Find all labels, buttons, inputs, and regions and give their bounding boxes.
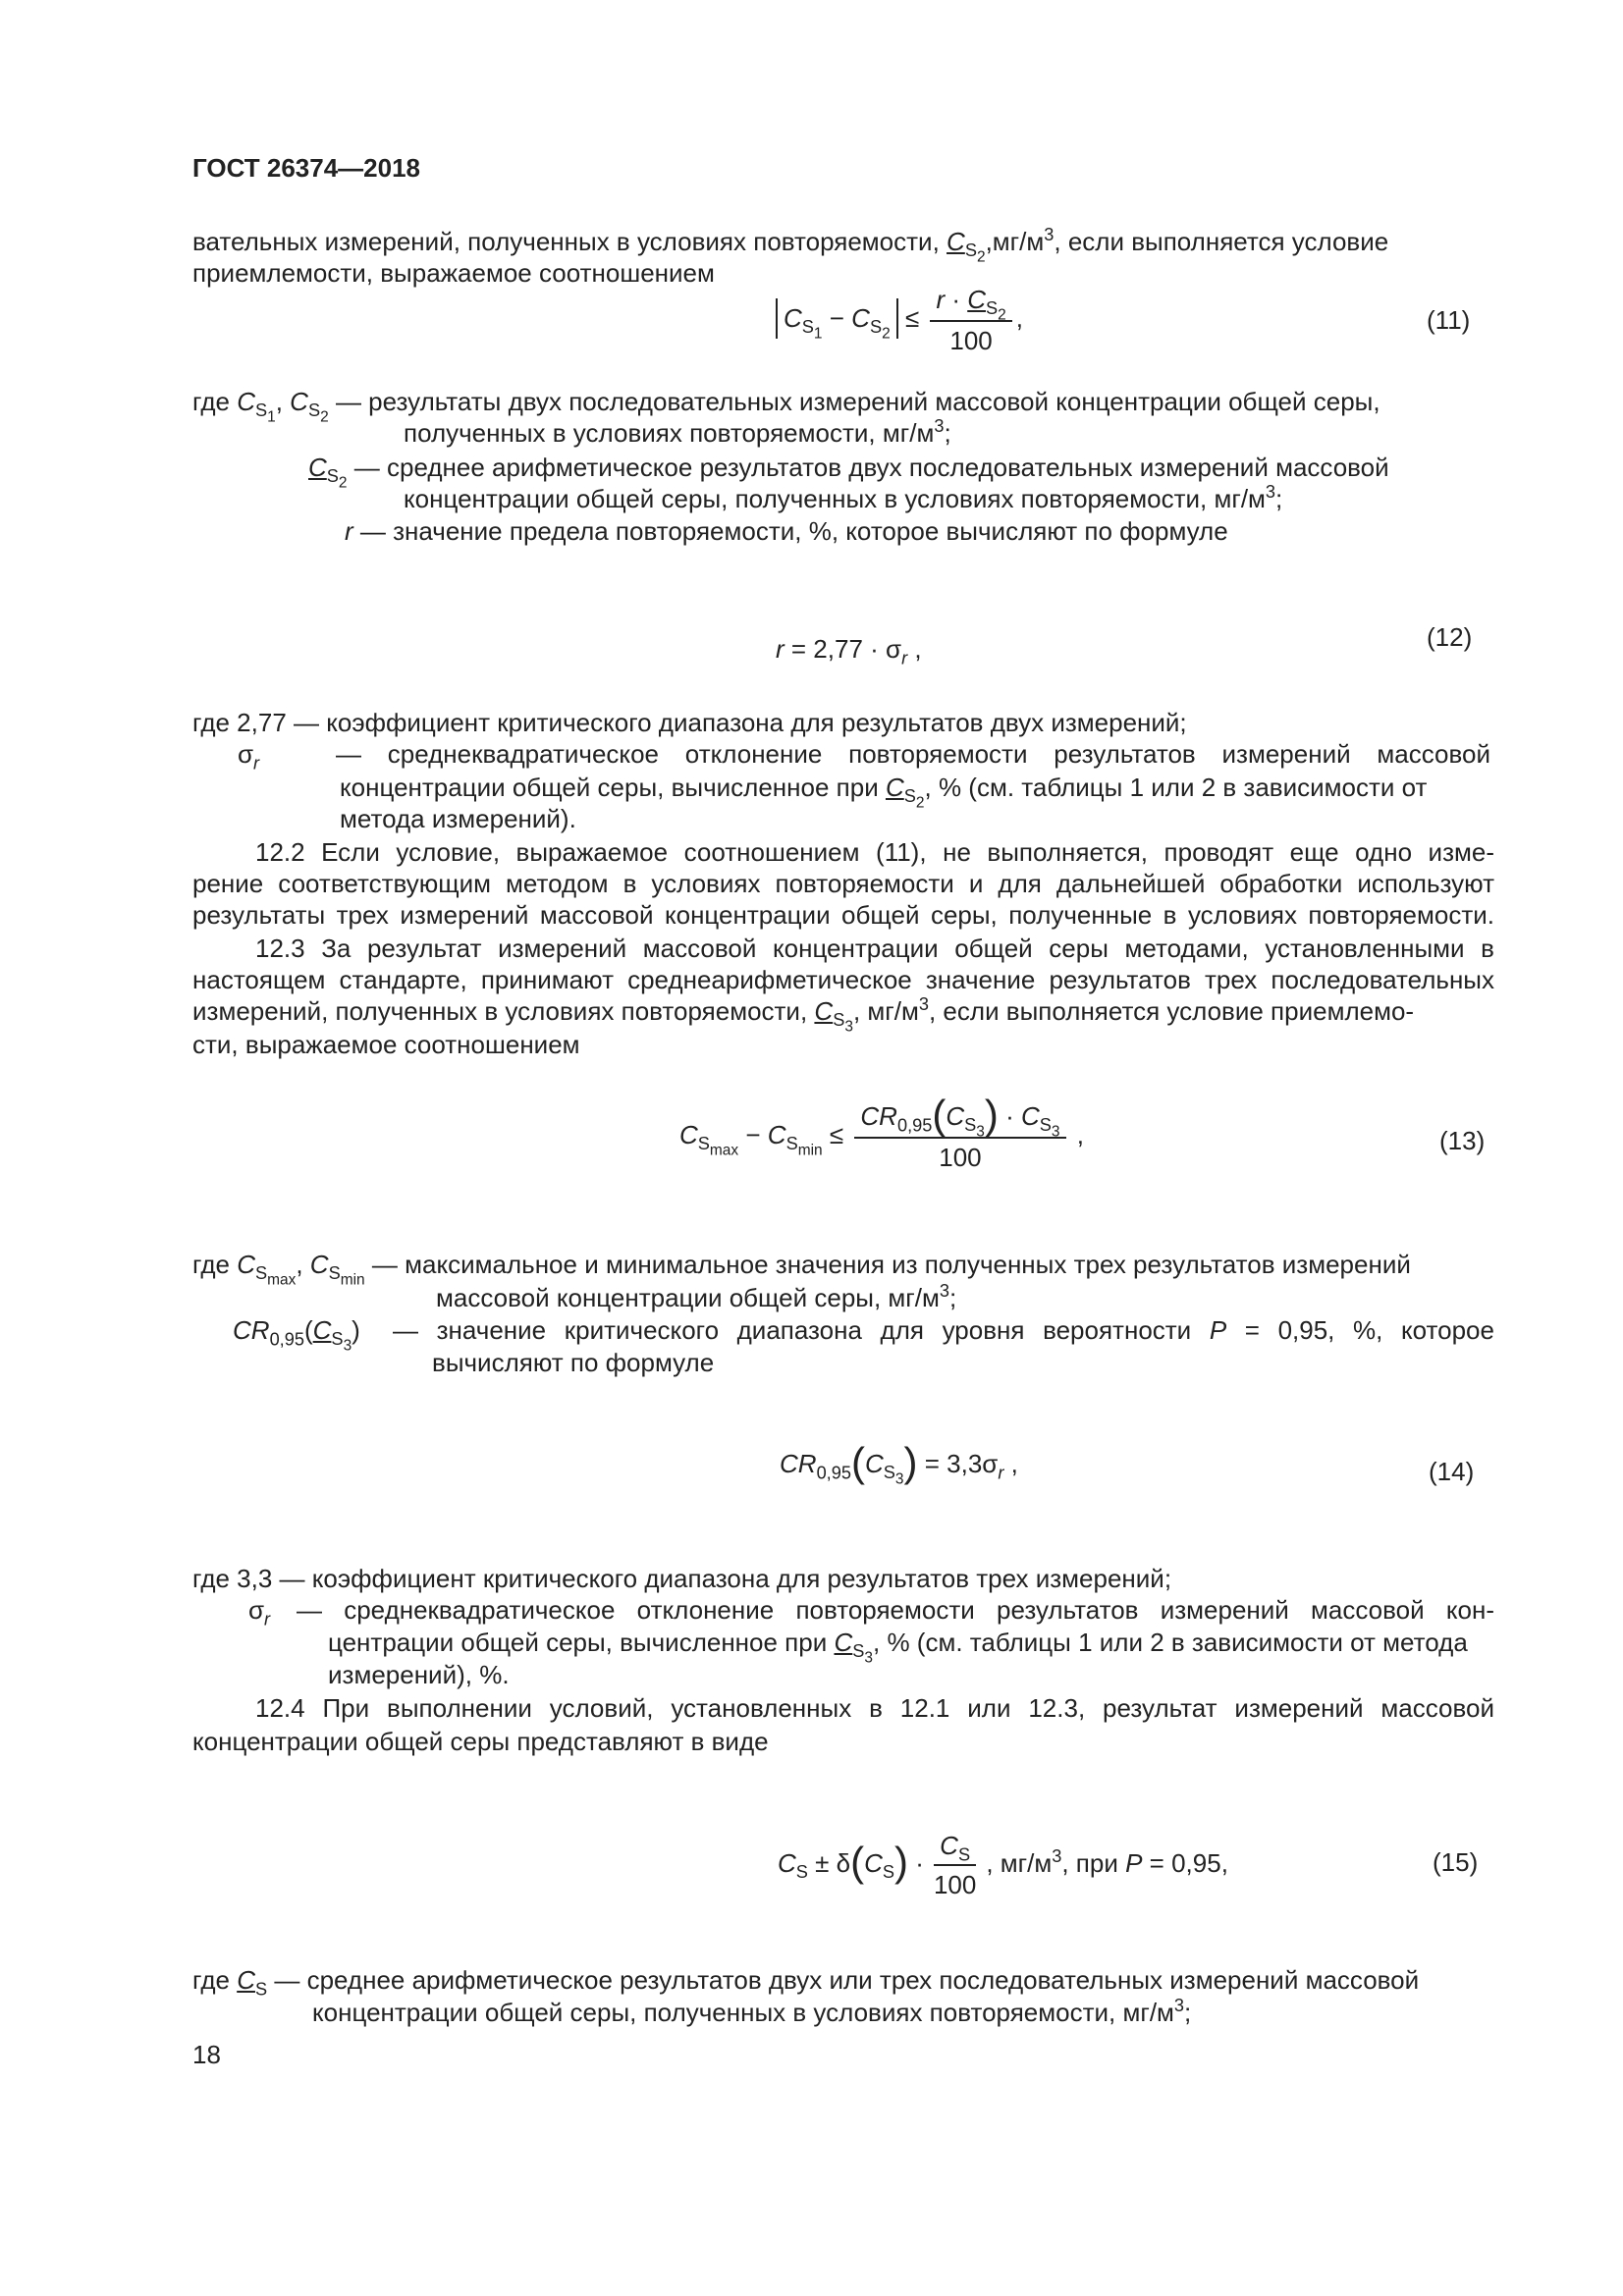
equation-13: $C_{S_{max}} - C_{S_{min}}$ ≤ $\frac{CR_{0,95}(C_{S_3}) \cdot C_{S_3}}{100}$ , bbox=[679, 1092, 1084, 1172]
equation-11: $C_{S_1} - C_{S_2}$ ≤ $\frac{r \cdot C_{S_2}}{100}$ , bbox=[776, 285, 1023, 355]
where14-sigma: $\sigma_r$ bbox=[248, 1595, 271, 1629]
equation-11-number: (11) bbox=[1427, 305, 1471, 335]
p12-4-line2: концентрации общей серы представляют в виде bbox=[192, 1727, 769, 1756]
para1-line1: вательных измерений, полученных в условиях повторяемости, $C_{S_2},мг/м^3$, если выполняется условие bbox=[192, 225, 1389, 266]
where12-line4: метода измерений). bbox=[340, 804, 576, 833]
where15-line1: где $C_S$ — среднее арифметическое результатов двух или трех последовательных измерений массовой bbox=[192, 1965, 1420, 2000]
where11-line1: где $C_{S_1}$, $C_{S_2}$ — результаты двух последовательных измерений массовой концентрации общей серы, bbox=[192, 387, 1380, 426]
equation-14: $CR_{0,95}(C_{S_3}) = 3,3\sigma_r$ , bbox=[780, 1439, 1018, 1488]
where13-line4: вычисляют по формуле bbox=[432, 1348, 715, 1377]
p12-3-line4: сти, выражаемое соотношением bbox=[192, 1030, 580, 1059]
where13-line3: — значение критического диапазона для уровня вероятности P = 0,95, %, которое bbox=[393, 1315, 1494, 1345]
p12-4-line1: 12.4 При выполнении условий, установленных в 12.1 или 12.3, результат измерений массовой bbox=[255, 1693, 1494, 1723]
where12-line1: где 2,77 — коэффициент критического диапазона для результатов двух измерений; bbox=[192, 708, 1187, 737]
equation-14-number: (14) bbox=[1429, 1457, 1475, 1486]
where11-line4: концентрации общей серы, полученных в условиях повторяемости, $мг/м^3$; bbox=[404, 482, 1283, 513]
where12-sigma: $\sigma_r$ bbox=[238, 739, 260, 774]
p12-2-line2: рение соответствующим методом в условиях повторяемости и для дальнейшей обработки используют bbox=[192, 869, 1494, 898]
p12-2-line1: 12.2 Если условие, выражаемое соотношением (11), не выполняется, проводят еще одно изме- bbox=[255, 837, 1494, 867]
where13-line3-symbol: $CR_{0,95}(C_{S_3})$ bbox=[233, 1315, 360, 1355]
where11-line5: r — значение предела повторяемости, %, которое вычисляют по формуле bbox=[345, 516, 1228, 546]
p12-2-line3: результаты трех измерений массовой концентрации общей серы, полученные в условиях повторяемости. bbox=[192, 900, 1494, 930]
where14-line1: где 3,3 — коэффициент критического диапазона для результатов трех измерений; bbox=[192, 1564, 1172, 1593]
where15-line2: концентрации общей серы, полученных в условиях повторяемости, $мг/м^3$; bbox=[312, 1996, 1192, 2027]
where13-line2: массовой концентрации общей серы, $мг/м^3$; bbox=[436, 1281, 957, 1312]
p12-3-line2: настоящем стандарте, принимают среднеарифметическое значение результатов трех последовательных bbox=[192, 965, 1494, 994]
para1-line2: приемлемости, выражаемое соотношением bbox=[192, 258, 715, 288]
where14-line3: центрации общей серы, вычисленное при $C_{S_3}$, % (см. таблицы 1 или 2 в зависимости от метода bbox=[328, 1628, 1468, 1667]
where12-line3: концентрации общей серы, вычисленное при $C_{S_2}$, % (см. таблицы 1 или 2 в зависимости от bbox=[340, 773, 1428, 812]
where13-line1: где $C_{S_{max}}$, $C_{S_{min}}$ — максимальное и минимальное значения из полученных трех результатов измерений bbox=[192, 1250, 1411, 1289]
equation-15-number: (15) bbox=[1433, 1847, 1479, 1877]
document-header: ГОСТ 26374—2018 bbox=[192, 153, 420, 183]
equation-12: $r = 2,77 \cdot \sigma_r$ , bbox=[776, 634, 922, 668]
where14-line2: — среднеквадратическое отклонение повторяемости результатов измерений массовой кон- bbox=[297, 1595, 1494, 1625]
page-number: 18 bbox=[192, 2040, 221, 2069]
where11-line2: полученных в условиях повторяемости, $мг/м^3$; bbox=[404, 416, 951, 448]
where12-line2: — среднеквадратическое отклонение повторяемости результатов измерений массовой bbox=[336, 739, 1490, 769]
where11-line3: $C_{S_2}$ — среднее арифметическое результатов двух последовательных измерений массовой bbox=[308, 453, 1389, 492]
equation-13-number: (13) bbox=[1439, 1126, 1486, 1155]
p12-3-line1: 12.3 За результат измерений массовой концентрации общей серы методами, установленными в bbox=[255, 934, 1494, 963]
equation-15: $C_S \pm \delta(C_S)$ · $\frac{C_S}{100}$ , $мг/м^3$, при P = 0,95, bbox=[778, 1831, 1228, 1899]
p12-3-line3: измерений, полученных в условиях повторяемости, $C_{S_3}$, $мг/м^3$, если выполняется условие приемлемо- bbox=[192, 994, 1415, 1036]
equation-12-number: (12) bbox=[1427, 622, 1473, 652]
where14-line4: измерений), %. bbox=[328, 1660, 510, 1689]
